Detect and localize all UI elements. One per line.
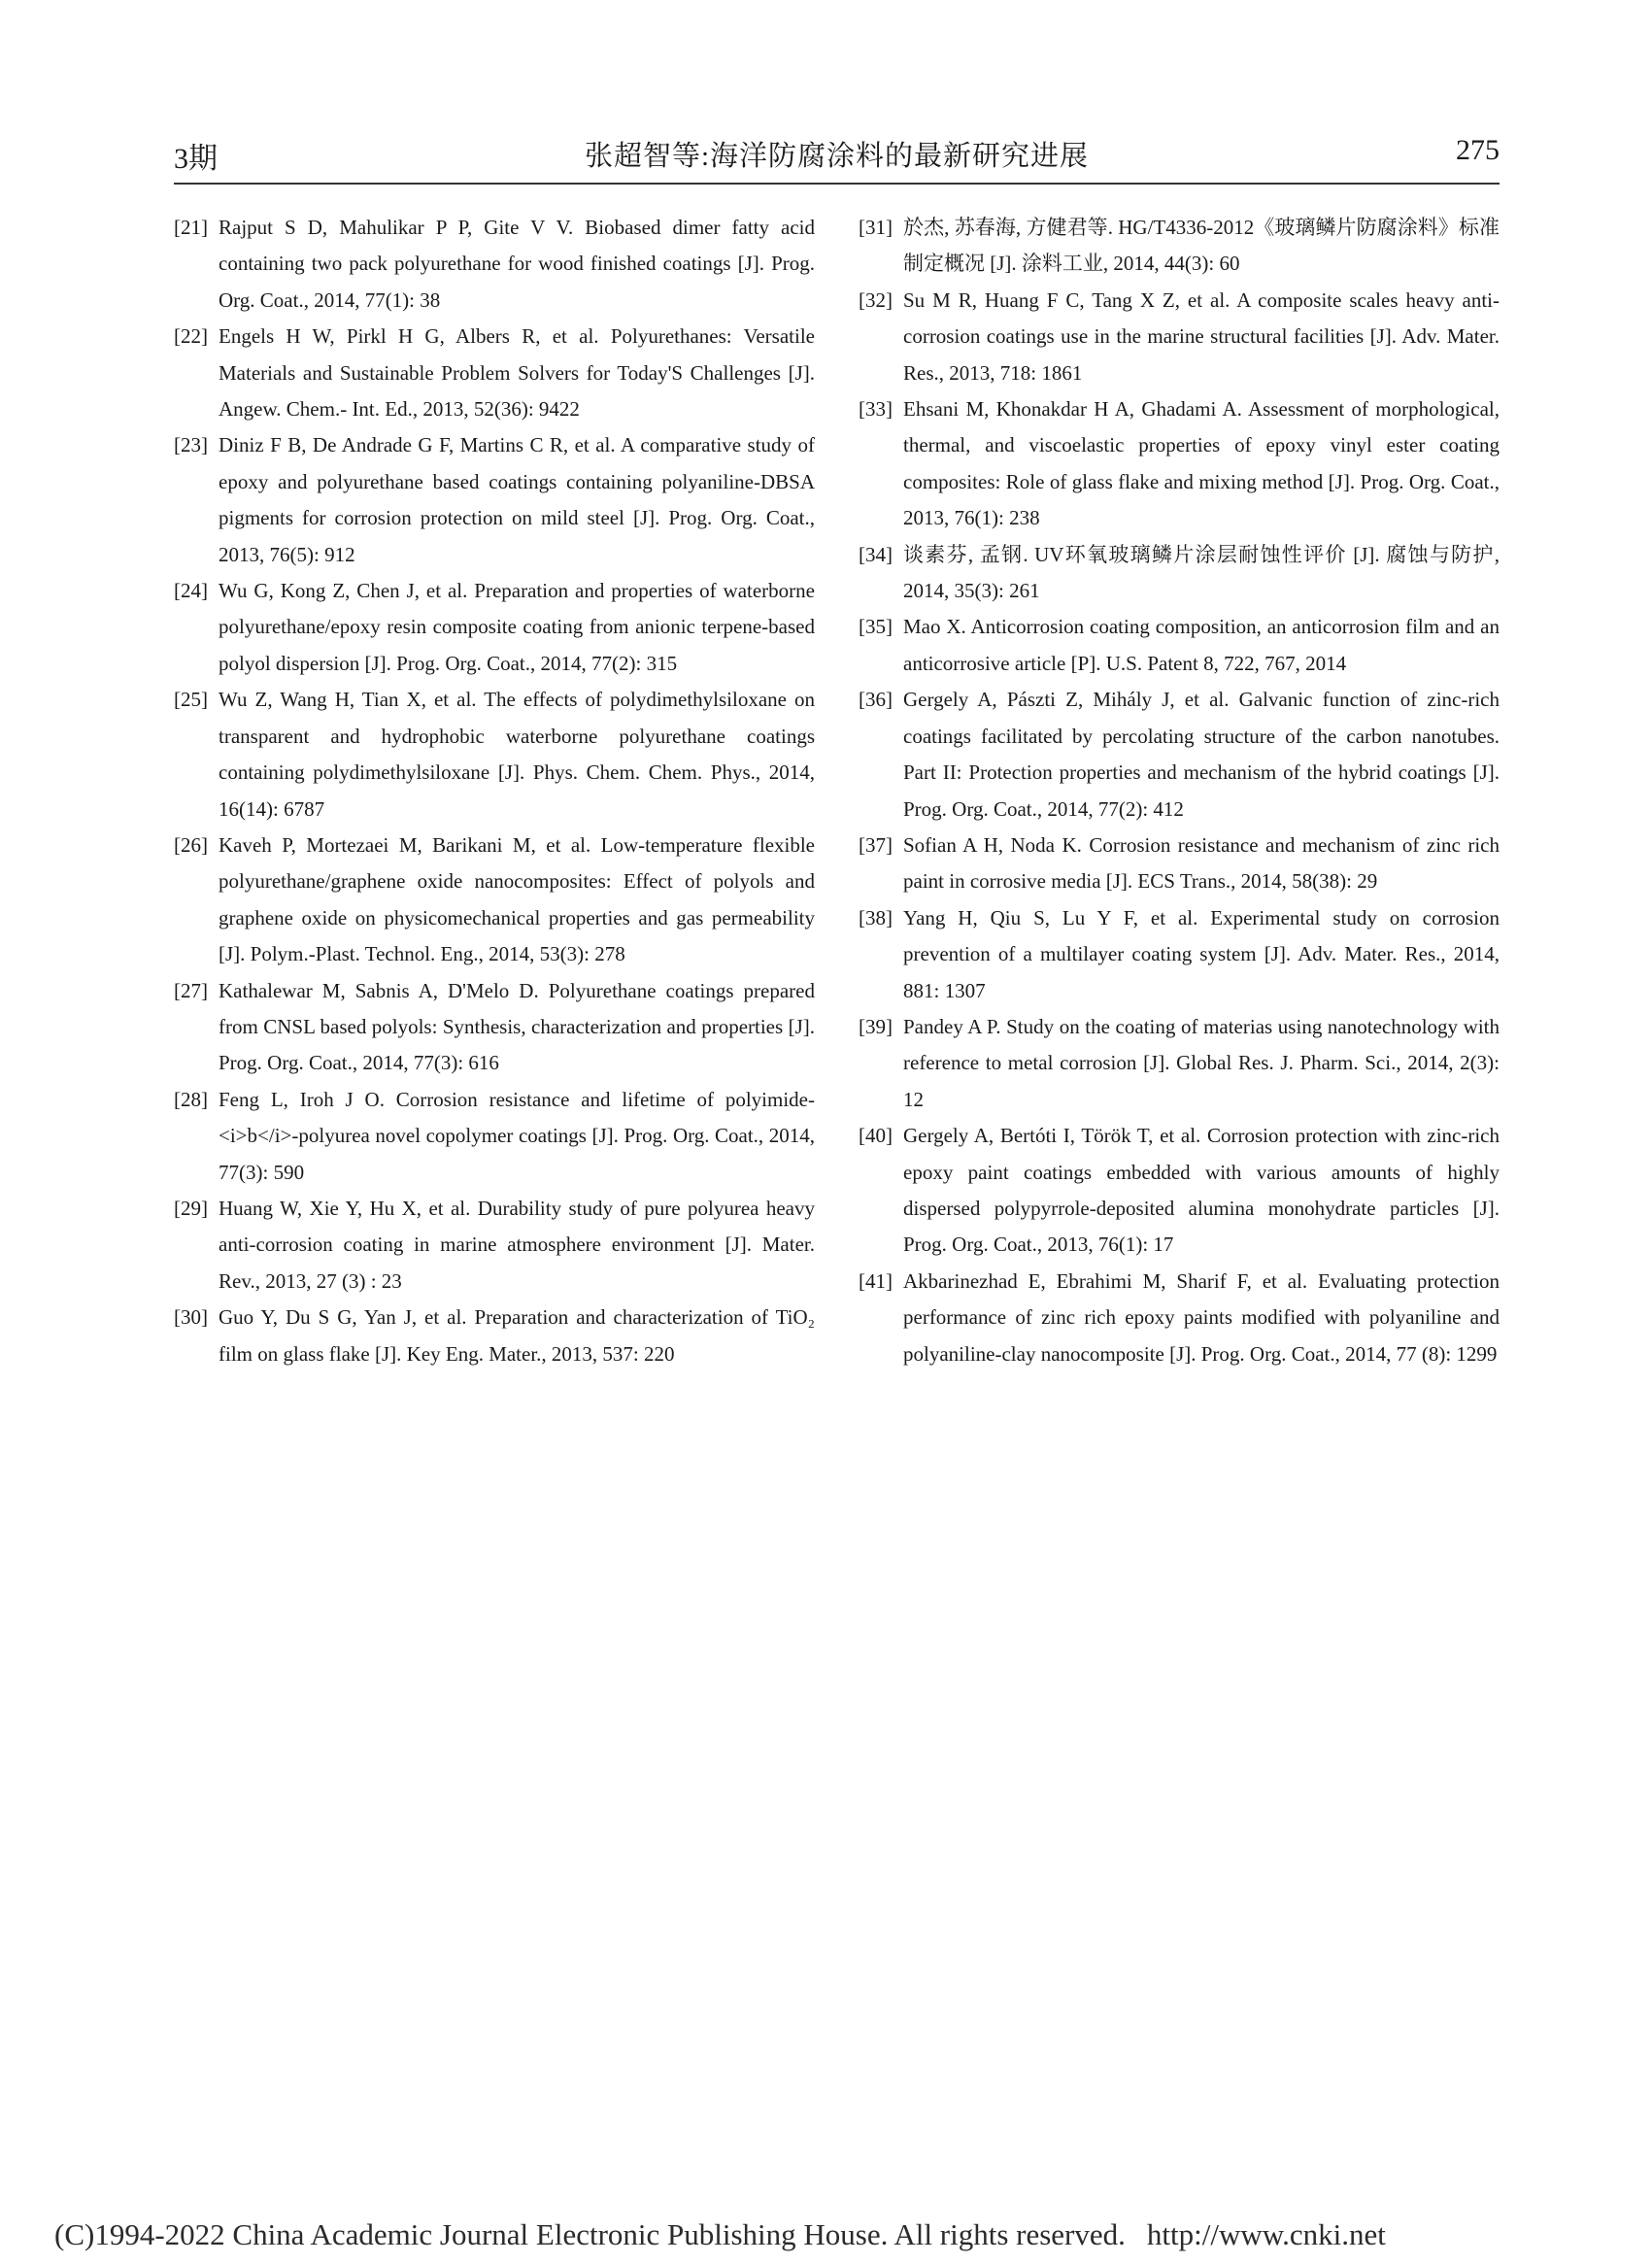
reference-item bbox=[174, 1082, 815, 1191]
reference-item bbox=[859, 537, 1500, 610]
cnki-url: http://www.cnki.net bbox=[1146, 2217, 1386, 2251]
reference-number: [30] bbox=[174, 1305, 208, 1330]
reference-item bbox=[859, 1009, 1500, 1118]
reference-text: Feng L, Iroh J O. Corrosion resistance and lifetime of polyimide-<i>b</i>-polyurea novel copolymer coatings [J]. Prog. Org. Coat., 2014, 77(3): 590 bbox=[219, 1087, 815, 1184]
reference-item bbox=[859, 1264, 1500, 1372]
reference-number: [27] bbox=[174, 978, 208, 1002]
reference-text: Rajput S D, Mahulikar P P, Gite V V. Biobased dimer fatty acid containing two pack polyurethane for wood finished coatings [J]. Prog. Org. Coat., 2014, 77(1): 38 bbox=[219, 216, 815, 312]
reference-number: [34] bbox=[859, 542, 893, 566]
reference-item bbox=[859, 1118, 1500, 1264]
reference-text: Guo Y, Du S G, Yan J, et al. Preparation and characterization of TiO₂ film on glass flake [J]. Key Eng. Mater., 2013, 537: 220 bbox=[219, 1305, 815, 1366]
reference-number: [21] bbox=[174, 216, 208, 239]
reference-item bbox=[174, 682, 815, 828]
reference-text: Yang H, Qiu S, Lu Y F, et al. Experimental study on corrosion prevention of a multilayer coating system [J]. Adv. Mater. Res., 2014, 881: 1307 bbox=[903, 905, 1500, 1002]
references-right-column bbox=[859, 210, 1500, 1372]
reference-text: Kaveh P, Mortezaei M, Barikani M, et al. Low-temperature flexible polyurethane/graphene oxide nanocomposites: Effect of polyols and graphene oxide on physicomechanical properties and gas permeability [J]. Polym.-Plast. Technol. Eng., 2014, 53(3): 278 bbox=[219, 832, 815, 966]
running-header bbox=[174, 124, 1500, 185]
reference-number: [37] bbox=[859, 832, 893, 857]
reference-item bbox=[859, 900, 1500, 1009]
reference-number: [23] bbox=[174, 433, 208, 457]
reference-text: Gergely A, Pászti Z, Mihály J, et al. Galvanic function of zinc-rich coatings facilitated by percolating structure of the carbon nanotubes. Part II: Protection properties and mechanism of the hybrid coatings [J]. Prog. Org. Coat., 2014, 77(2): 412 bbox=[903, 688, 1500, 821]
reference-text: Huang W, Xie Y, Hu X, et al. Durability study of pure polyurea heavy anti-corrosion coating in marine atmosphere environment [J]. Mater. Rev., 2013, 27 (3) : 23 bbox=[219, 1196, 815, 1293]
reference-number: [33] bbox=[859, 397, 893, 422]
reference-item bbox=[174, 1300, 815, 1372]
reference-item bbox=[174, 210, 815, 319]
reference-text: Pandey A P. Study on the coating of materias using nanotechnology with reference to metal corrosion [J]. Global Res. J. Pharm. Sci., 2014, 2(3): 12 bbox=[903, 1014, 1500, 1111]
reference-item bbox=[859, 391, 1500, 537]
reference-item bbox=[859, 828, 1500, 900]
reference-text: Akbarinezhad E, Ebrahimi M, Sharif F, et al. Evaluating protection performance of zinc rich epoxy paints modified with polyaniline and polyaniline-clay nanocomposite [J]. Prog. Org. Coat., 2014, 77 (8): 1299 bbox=[903, 1268, 1500, 1366]
reference-item bbox=[174, 1191, 815, 1300]
reference-item bbox=[859, 609, 1500, 682]
reference-item bbox=[174, 828, 815, 973]
reference-text: Wu Z, Wang H, Tian X, et al. The effects of polydimethylsiloxane on transparent and hydrophobic waterborne polyurethane coatings containing polydimethylsiloxane [J]. Phys. Chem. Chem. Phys., 2014, 16(14): 6787 bbox=[219, 688, 815, 821]
reference-number: [28] bbox=[174, 1087, 208, 1111]
reference-item bbox=[174, 319, 815, 427]
reference-text: Kathalewar M, Sabnis A, D'Melo D. Polyurethane coatings prepared from CNSL based polyols: Synthesis, characterization and properties [J]. Prog. Org. Coat., 2014, 77(3): 616 bbox=[219, 978, 815, 1075]
reference-item bbox=[859, 210, 1500, 283]
reference-text: Gergely A, Bertóti I, Török T, et al. Corrosion protection with zinc-rich epoxy paint coatings embedded with various amounts of highly dispersed polypyrrole-deposited alumina monohydrate particles [J]. Prog. Org. Coat., 2013, 76(1): 17 bbox=[903, 1124, 1500, 1257]
reference-number: [39] bbox=[859, 1014, 893, 1038]
reference-text: Diniz F B, De Andrade G F, Martins C R, et al. A comparative study of epoxy and polyurethane based coatings containing polyaniline-DBSA pigments for corrosion protection on mild steel [J]. Prog. Org. Coat., 2013, 76(5): 912 bbox=[219, 433, 815, 566]
reference-number: [36] bbox=[859, 688, 893, 712]
copyright-text: (C)1994-2022 China Academic Journal Electronic Publishing House. All rights reserved. bbox=[54, 2217, 1126, 2251]
reference-number: [35] bbox=[859, 615, 893, 639]
reference-text: Su M R, Huang F C, Tang X Z, et al. A composite scales heavy anti- corrosion coatings use in the marine structural facilities [J]. Adv. Mater. Res., 2013, 718: 1861 bbox=[903, 287, 1500, 385]
reference-text: Ehsani M, Khonakdar H A, Ghadami A. Assessment of morphological, thermal, and viscoelastic properties of epoxy vinyl ester coating composites: Role of glass flake and mixing method [J]. Prog. Org. Coat., 2013, 76(1): 238 bbox=[903, 397, 1500, 530]
reference-number: [31] bbox=[859, 216, 893, 239]
reference-number: [26] bbox=[174, 832, 208, 857]
reference-text: Engels H W, Pirkl H G, Albers R, et al. Polyurethanes: Versatile Materials and Sustainable Problem Solvers for Today'S Challenges [J]. Angew. Chem.- Int. Ed., 2013, 52(36): 9422 bbox=[219, 324, 815, 422]
reference-number: [32] bbox=[859, 287, 893, 312]
reference-text: Wu G, Kong Z, Chen J, et al. Preparation and properties of waterborne polyurethane/epoxy resin composite coating from anionic terpene-based polyol dispersion [J]. Prog. Org. Coat., 2014, 77(2): 315 bbox=[219, 579, 815, 675]
reference-number: [41] bbox=[859, 1268, 893, 1293]
reference-item bbox=[859, 682, 1500, 828]
reference-number: [24] bbox=[174, 579, 208, 603]
reference-number: [29] bbox=[174, 1196, 208, 1220]
reference-text: 於杰, 苏春海, 方健君等. HG/T4336-2012《玻璃鳞片防腐涂料》标准制定概况 [J]. 涂料工业, 2014, 44(3): 60 bbox=[903, 216, 1500, 276]
copyright-footer bbox=[54, 2217, 1386, 2252]
page-number: 275 bbox=[1456, 134, 1500, 166]
reference-item bbox=[174, 573, 815, 682]
reference-text: Mao X. Anticorrosion coating composition, an anticorrosion film and an anticorrosive article [P]. U.S. Patent 8, 722, 767, 2014 bbox=[903, 615, 1500, 675]
issue-number: 3期 bbox=[174, 143, 218, 175]
reference-item bbox=[174, 973, 815, 1082]
running-title: 张超智等:海洋防腐涂料的最新研究进展 bbox=[584, 141, 1090, 172]
reference-number: [40] bbox=[859, 1124, 893, 1148]
reference-text: Sofian A H, Noda K. Corrosion resistance and mechanism of zinc rich paint in corrosive media [J]. ECS Trans., 2014, 58(38): 29 bbox=[903, 832, 1500, 894]
reference-item bbox=[859, 283, 1500, 391]
reference-item bbox=[174, 427, 815, 573]
reference-number: [38] bbox=[859, 905, 893, 929]
reference-text: 谈素芬, 孟钢. UV环氧玻璃鳞片涂层耐蚀性评价 [J]. 腐蚀与防护, 2014, 35(3): 261 bbox=[903, 542, 1500, 603]
references-left-column bbox=[174, 210, 815, 1372]
reference-number: [22] bbox=[174, 324, 208, 349]
reference-number: [25] bbox=[174, 688, 208, 712]
